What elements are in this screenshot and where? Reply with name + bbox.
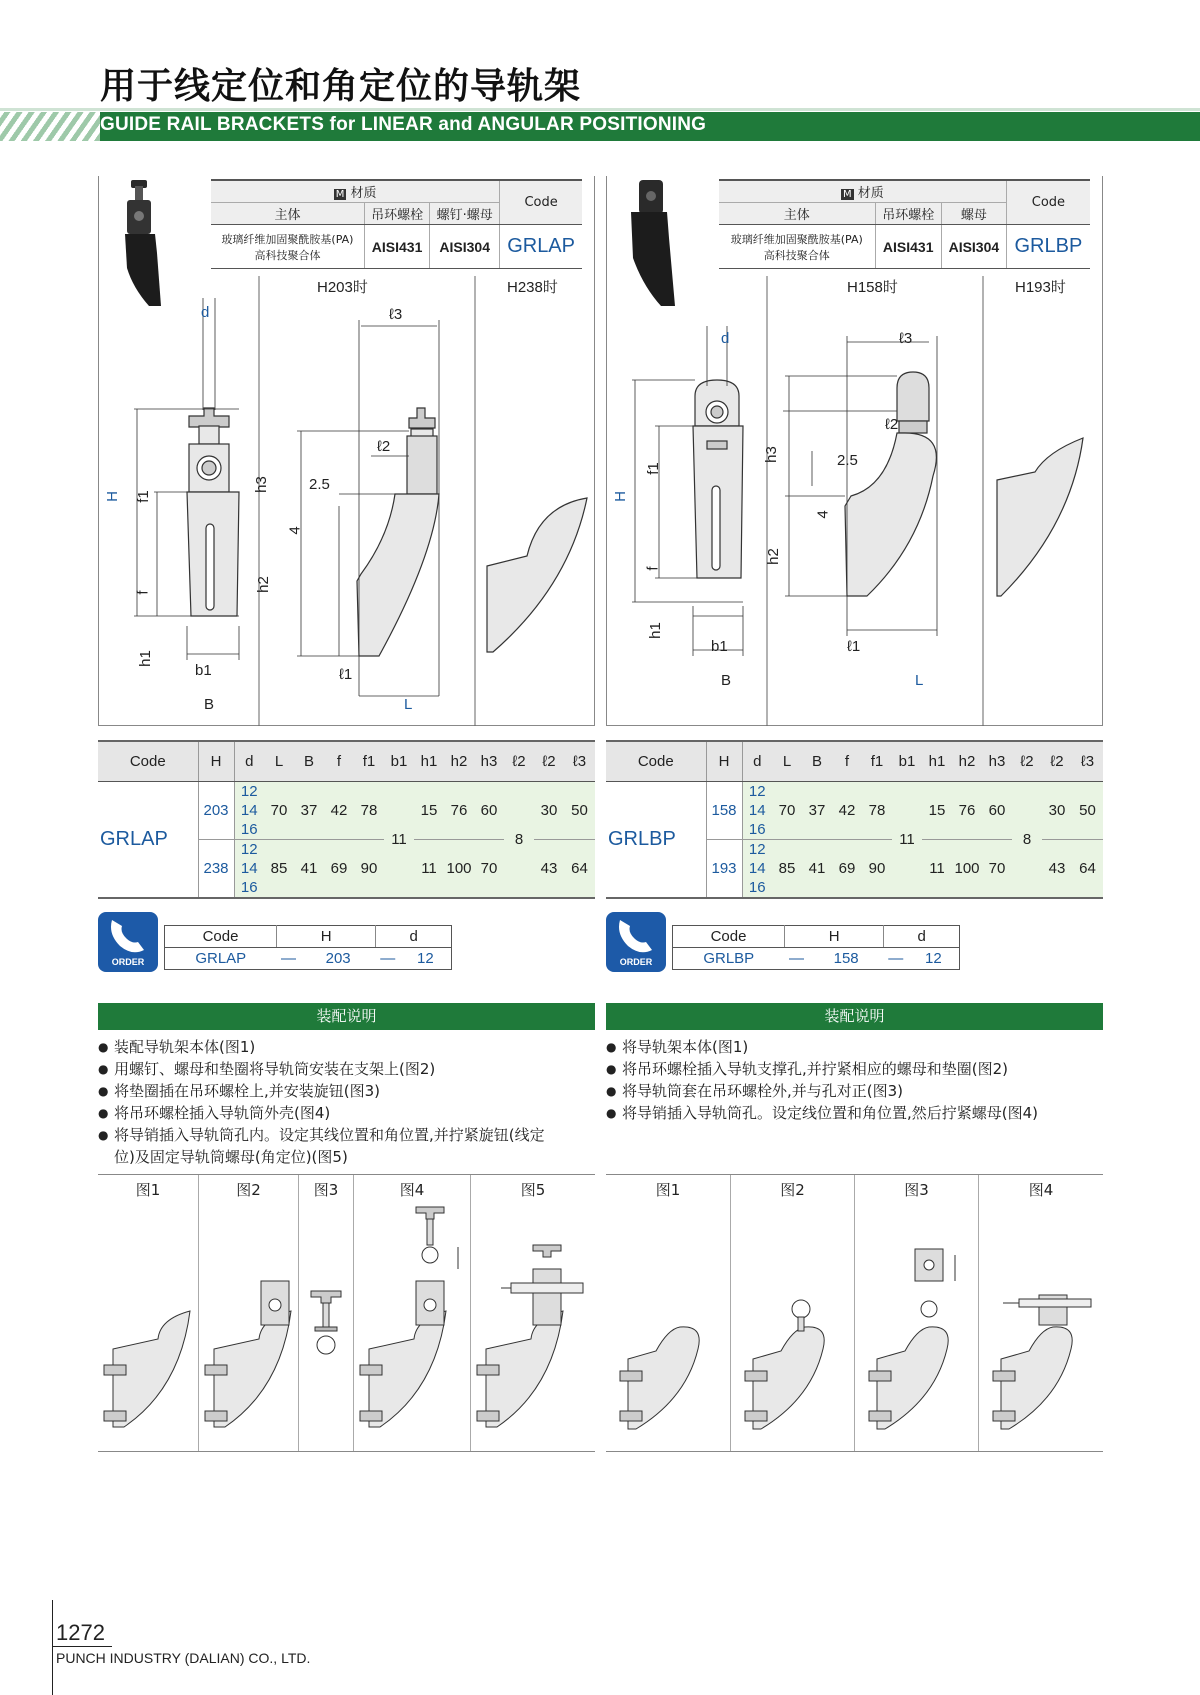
dim-l2: ℓ2: [885, 416, 899, 433]
material-title: 材质: [857, 186, 884, 201]
spec-h3: 60: [982, 781, 1012, 840]
spec-B: 41: [294, 840, 324, 899]
nut-material: AISI304: [430, 225, 500, 269]
assembly-title: 装配说明: [606, 1003, 1103, 1030]
grlap-assembly-figures: [98, 1174, 595, 1452]
spec-d: 12: [742, 840, 772, 860]
assembly-steps: [606, 1036, 1103, 1124]
dim-2-5: 2.5: [837, 452, 858, 469]
spec-header-b1: b1: [384, 741, 414, 781]
dim-l1: ℓ1: [339, 666, 353, 683]
list-item: ● 将吊环螺栓插入导轨筒外壳(图4): [98, 1102, 595, 1124]
spec-d: 12: [742, 781, 772, 801]
spec-code: GRLBP: [606, 781, 706, 898]
body-material: [211, 225, 364, 269]
spec-header-b1: b1: [892, 741, 922, 781]
spec-header-l2a: ℓ2: [504, 741, 534, 781]
spec-h3: 70: [982, 840, 1012, 899]
spec-header-f1: f1: [354, 741, 384, 781]
dim-4: 4: [286, 526, 304, 535]
spec-header-H: H: [706, 741, 742, 781]
order-d-value: 12: [417, 950, 434, 967]
spec-L: 70: [772, 781, 802, 840]
m-badge: M: [843, 189, 852, 200]
spec-header-f: f: [832, 741, 862, 781]
dim-d: d: [721, 330, 730, 347]
m-badge: M: [335, 189, 345, 200]
figure-3: [854, 1175, 978, 1451]
title-top-line: [0, 108, 1200, 111]
figure-label: 图2: [780, 1181, 805, 1199]
spec-l2a: 8: [504, 781, 534, 898]
body-material-line1: 玻璃纤维加固聚酰胺基(PA): [730, 232, 863, 246]
page-title: 用于线定位和角定位的导轨架: [100, 66, 582, 107]
caption-h238: H238时: [507, 279, 558, 296]
grlap-order-example: [164, 925, 452, 970]
spec-d: 16: [742, 879, 772, 899]
spec-L: 70: [264, 781, 294, 840]
footer-separator: [52, 1646, 112, 1647]
order-label: ORDER: [619, 957, 653, 967]
dim-4: 4: [814, 510, 832, 519]
spec-d: 16: [234, 820, 264, 840]
spec-h1: 11: [414, 840, 444, 899]
spec-h2: 100: [444, 840, 474, 899]
spec-f: 69: [832, 840, 862, 899]
body-material-line2: 高科技聚合体: [254, 248, 321, 262]
spec-header-l3: ℓ3: [564, 741, 595, 781]
spec-d: 14: [234, 801, 264, 821]
company-name: PUNCH INDUSTRY (DALIAN) CO., LTD.: [56, 1650, 311, 1666]
spec-header-h1: h1: [414, 741, 444, 781]
spec-h1: 15: [414, 781, 444, 840]
grlap-spec-table: [98, 740, 595, 899]
spec-header-h3: h3: [474, 741, 504, 781]
order-dash: —: [281, 950, 296, 967]
figure-label: 图4: [1028, 1181, 1054, 1199]
order-label: ORDER: [111, 957, 145, 967]
bracket-drawing: [731, 1199, 855, 1449]
figure-label: 图2: [236, 1181, 261, 1199]
material-title-cell: [719, 180, 1006, 203]
bolt-header: 吊环螺栓: [364, 203, 429, 225]
code-header: Code: [1006, 180, 1090, 225]
assembly-steps: [98, 1036, 595, 1168]
spec-header-H: H: [198, 741, 234, 781]
figure-4: [353, 1175, 470, 1451]
bracket-drawing: [606, 1199, 730, 1449]
grlbp-assembly-figures: [606, 1174, 1103, 1452]
spec-l3: 64: [564, 840, 595, 899]
grlap-material-table: [211, 179, 582, 269]
list-item: ● 将导销插入导轨筒孔内。设定其线位置和角位置,并拧紧旋钮(线定: [98, 1124, 595, 1146]
phone-icon: [606, 912, 666, 958]
order-H-value: 203: [325, 950, 351, 967]
dim-f: f: [134, 590, 152, 595]
grlap-technical-drawing: [99, 276, 596, 726]
spec-H: 158: [706, 781, 742, 840]
dim-l1: ℓ1: [847, 638, 861, 655]
figure-1: [606, 1175, 730, 1451]
spec-header-l2b: ℓ2: [1042, 741, 1072, 781]
grlbp-spec-table: [606, 740, 1103, 899]
spec-d: 16: [234, 879, 264, 899]
spec-h1: 11: [922, 840, 952, 899]
spec-f: 69: [324, 840, 354, 899]
spec-d: 12: [234, 840, 264, 860]
figure-1: [98, 1175, 198, 1451]
dim-d: d: [201, 304, 210, 321]
dim-l3: ℓ3: [899, 330, 913, 347]
list-item: ● 将导轨架本体(图1): [606, 1036, 1103, 1058]
bolt-material: AISI431: [364, 225, 429, 269]
order-code-value: GRLAP: [195, 950, 247, 967]
caption-h158: H158时: [847, 279, 898, 296]
body-header: 主体: [719, 203, 875, 225]
body-material-line1: 玻璃纤维加固聚酰胺基(PA): [221, 232, 354, 246]
dim-L: L: [404, 696, 413, 713]
dim-h1: h1: [646, 622, 664, 639]
spec-B: 41: [802, 840, 832, 899]
list-item: ● 将垫圈插在吊环螺栓上,并安装旋钮(图3): [98, 1080, 595, 1102]
nut-header: 螺钉·螺母: [430, 203, 500, 225]
nut-header: 螺母: [941, 203, 1006, 225]
figure-label: 图1: [655, 1181, 681, 1199]
spec-header-l3: ℓ3: [1072, 741, 1103, 781]
figure-label: 图4: [399, 1181, 425, 1199]
spec-L: 85: [264, 840, 294, 899]
product-code: GRLAP: [500, 225, 582, 269]
order-header-d: d: [376, 926, 452, 948]
dim-l2: ℓ2: [377, 438, 391, 455]
spec-d: 14: [234, 859, 264, 879]
bolt-header: 吊环螺栓: [875, 203, 941, 225]
dim-f1: f1: [644, 462, 662, 475]
spec-h2: 76: [952, 781, 982, 840]
order-d-value: 12: [925, 950, 942, 967]
spec-header-d: d: [742, 741, 772, 781]
spec-header-h2: h2: [952, 741, 982, 781]
spec-f1: 90: [354, 840, 384, 899]
order-dash: —: [888, 950, 904, 967]
spec-h2: 100: [952, 840, 982, 899]
list-item: ● 将导轨筒套在吊环螺栓外,并与孔对正(图3): [606, 1080, 1103, 1102]
bracket-drawing: [855, 1199, 979, 1449]
page-number: 1272: [56, 1620, 105, 1645]
body-material: [719, 225, 875, 269]
figure-2: [730, 1175, 854, 1451]
table-row: [98, 781, 595, 801]
figure-label: 图3: [904, 1181, 929, 1199]
spec-H: 193: [706, 840, 742, 899]
spec-B: 37: [802, 781, 832, 840]
list-item-continuation: 位)及固定导轨筒螺母(角定位)(图5): [114, 1148, 348, 1166]
body-material-line2: 高科技聚合体: [763, 248, 830, 262]
spec-header-f: f: [324, 741, 354, 781]
spec-header-h3: h3: [982, 741, 1012, 781]
spec-l3: 50: [1072, 781, 1103, 840]
spec-L: 85: [772, 840, 802, 899]
dim-h1: h1: [136, 650, 154, 667]
title-stripes: [0, 112, 100, 141]
dim-b1: b1: [711, 638, 728, 655]
spec-header-L: L: [264, 741, 294, 781]
dim-h3: h3: [762, 446, 780, 463]
figure-label: 图3: [313, 1181, 339, 1199]
order-header-d: d: [884, 926, 960, 948]
right-product-panel: [606, 176, 1103, 726]
spec-h3: 60: [474, 781, 504, 840]
figure-2: [198, 1175, 298, 1451]
left-product-panel: [98, 176, 595, 726]
dim-B: B: [204, 696, 215, 713]
list-item: ● 将吊环螺栓插入导轨支撑孔,并拧紧相应的螺母和垫圈(图2): [606, 1058, 1103, 1080]
code-header: Code: [500, 180, 582, 225]
figure-label: 图5: [520, 1181, 546, 1199]
assembly-title: 装配说明: [98, 1003, 595, 1030]
order-header-code: Code: [165, 926, 277, 948]
dim-L: L: [915, 672, 924, 689]
caption-h203: H203时: [317, 279, 368, 296]
spec-header-code: Code: [98, 741, 198, 781]
spec-B: 37: [294, 781, 324, 840]
spec-header-f1: f1: [862, 741, 892, 781]
spec-l2b: 43: [534, 840, 564, 899]
spec-l2b: 43: [1042, 840, 1072, 899]
spec-l3: 64: [1072, 840, 1103, 899]
grlbp-technical-drawing: [607, 276, 1104, 726]
order-code-value: GRLBP: [703, 950, 755, 967]
product-code: GRLBP: [1006, 225, 1090, 269]
phone-icon: [98, 912, 158, 958]
material-title: 材质: [350, 186, 377, 201]
bolt-material: AISI431: [875, 225, 941, 269]
spec-header-l2b: ℓ2: [534, 741, 564, 781]
body-header: 主体: [211, 203, 364, 225]
spec-d: 14: [742, 801, 772, 821]
spec-l2b: 30: [1042, 781, 1072, 840]
spec-header-d: d: [234, 741, 264, 781]
spec-H: 238: [198, 840, 234, 899]
spec-b1: 11: [892, 781, 922, 898]
dim-h3: h3: [252, 476, 270, 493]
list-item: ● 将导销插入导轨筒孔。设定线位置和角位置,然后拧紧螺母(图4): [606, 1102, 1103, 1124]
spec-d: 16: [742, 820, 772, 840]
figure-4: [978, 1175, 1103, 1451]
bracket-drawing: [471, 1199, 596, 1449]
spec-d: 14: [742, 859, 772, 879]
spec-h2: 76: [444, 781, 474, 840]
figure-5: [470, 1175, 595, 1451]
dim-2-5: 2.5: [309, 476, 330, 493]
spec-H: 203: [198, 781, 234, 840]
order-header-code: Code: [673, 926, 785, 948]
spec-header-h2: h2: [444, 741, 474, 781]
order-dash: —: [789, 950, 804, 967]
spec-header-code: Code: [606, 741, 706, 781]
spec-header-h1: h1: [922, 741, 952, 781]
spec-header-l2a: ℓ2: [1012, 741, 1042, 781]
order-H-value: 158: [833, 950, 859, 967]
spec-header-L: L: [772, 741, 802, 781]
bracket-drawing: [98, 1199, 198, 1449]
figure-3: [298, 1175, 353, 1451]
material-title-cell: [211, 180, 500, 203]
spec-f1: 78: [354, 781, 384, 840]
spec-l2b: 30: [534, 781, 564, 840]
dim-l3: ℓ3: [389, 306, 403, 323]
dim-f: f: [644, 566, 662, 571]
spec-f: 42: [324, 781, 354, 840]
bracket-drawing: [199, 1199, 299, 1449]
table-row: [606, 781, 1103, 801]
nut-material: AISI304: [941, 225, 1006, 269]
spec-h3: 70: [474, 840, 504, 899]
caption-h193: H193时: [1015, 279, 1066, 296]
spec-b1: 11: [384, 781, 414, 898]
bracket-drawing: [354, 1199, 471, 1449]
list-item: ● 用螺钉、螺母和垫圈将导轨筒安装在支架上(图2): [98, 1058, 595, 1080]
spec-h1: 15: [922, 781, 952, 840]
spec-f1: 78: [862, 781, 892, 840]
figure-label: 图1: [135, 1181, 161, 1199]
footer-line: [52, 1600, 53, 1695]
order-phone-icon: [606, 912, 666, 972]
spec-l2a: 8: [1012, 781, 1042, 898]
spec-code: GRLAP: [98, 781, 198, 898]
order-header-H: H: [277, 926, 376, 948]
list-item: ● 装配导轨架本体(图1): [98, 1036, 595, 1058]
spec-f1: 90: [862, 840, 892, 899]
spec-l3: 50: [564, 781, 595, 840]
spec-f: 42: [832, 781, 862, 840]
bracket-drawing: [979, 1199, 1104, 1449]
knob-drawing: [299, 1199, 354, 1449]
dim-H: H: [611, 491, 629, 502]
spec-header-B: B: [802, 741, 832, 781]
dim-h2: h2: [764, 548, 782, 565]
order-header-H: H: [785, 926, 884, 948]
dim-h2: h2: [254, 576, 272, 593]
grlbp-material-table: [719, 179, 1090, 269]
dim-b1: b1: [195, 662, 212, 679]
spec-header-B: B: [294, 741, 324, 781]
dim-B: B: [721, 672, 732, 689]
order-dash: —: [380, 950, 396, 967]
dim-f1: f1: [134, 490, 152, 503]
dim-H: H: [103, 491, 121, 502]
spec-d: 12: [234, 781, 264, 801]
order-phone-icon: [98, 912, 158, 972]
grlbp-order-example: [672, 925, 960, 970]
page-subtitle: GUIDE RAIL BRACKETS for LINEAR and ANGULAR POSITIONING: [100, 114, 707, 135]
